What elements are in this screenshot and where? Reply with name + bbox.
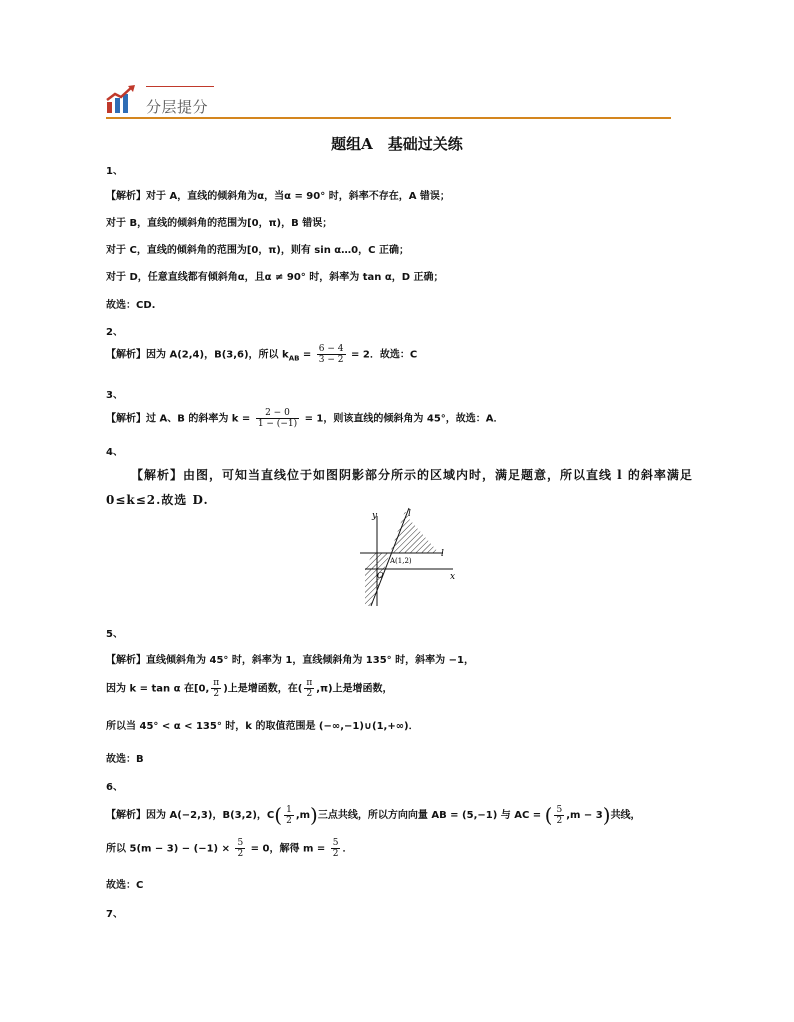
q6-fraction-1 <box>284 805 294 826</box>
q5-frac1-den: 2 <box>213 689 220 699</box>
header-top-line <box>146 86 214 87</box>
q6-l1-c: 三点共线，所以方向向量 AB = (5,−1) 与 AC = <box>317 810 545 821</box>
q6-l1-b: ,m <box>295 810 311 821</box>
header-brand-text: 分层提分 <box>146 98 209 116</box>
q6-fraction-2 <box>554 805 564 826</box>
q3-fraction <box>256 408 299 429</box>
q6-frac1-den: 2 <box>286 815 292 826</box>
q6-l2-a: 所以 5(m − 3) − (−1) × <box>106 843 234 855</box>
q5-l2-a: 因为 k = tan α 在[0, <box>106 683 210 695</box>
q4-line-2: 0≤k≤2.故选 D. <box>106 493 209 507</box>
q2-subscript: AB <box>288 354 300 363</box>
q6-l1-e: 共线， <box>610 810 641 821</box>
q5-frac1-num: π <box>213 678 220 688</box>
question-2-number: 2、 <box>106 327 123 338</box>
q5-line-3: 所以当 45° < α < 135° 时，k 的取值范围是 (−∞,−1)∪(1,+∞)． <box>106 721 419 732</box>
chart-logo-icon <box>106 84 136 114</box>
question-6-number: 6、 <box>106 782 123 793</box>
header-rule <box>106 117 671 119</box>
q4-label-l-top: l <box>408 509 411 519</box>
q5-frac2-num: π <box>306 678 313 688</box>
q6-line-1: 【解析】因为 A(−2,3)，B(3,2)，C( $\frac{1}{2}$ ,m)三点共线，所以方向向量 AB = (5,−1) 与 AC = ( $\frac{5}{2}$ ,m − 3)共线， <box>106 803 641 827</box>
q3-denominator: 1 − (−1) <box>257 419 298 429</box>
question-3-number: 3、 <box>106 390 123 401</box>
q5-fraction-1 <box>211 678 221 699</box>
q6-l2-b: = 0，解得 m = <box>247 843 329 855</box>
q5-fraction-2 <box>304 678 314 699</box>
q6-fraction-4 <box>331 838 341 859</box>
q6-frac3-den: 2 <box>237 849 244 859</box>
q2-line <box>106 344 417 365</box>
q1-line-4: 对于 D，任意直线都有倾斜角α，且α ≠ 90° 时，斜率为 tan α，D 正确； <box>106 272 444 283</box>
q6-frac2-den: 2 <box>556 815 563 826</box>
q4-label-point-a: A(1,2) <box>390 557 412 565</box>
q6-frac2-num: 5 <box>556 804 563 815</box>
question-5-number: 5、 <box>106 629 123 640</box>
q6-frac4-num: 5 <box>332 838 339 848</box>
question-4-number: 4、 <box>106 447 123 458</box>
q5-frac2-den: 2 <box>306 689 313 699</box>
question-7-number: 7、 <box>106 909 123 920</box>
q4-label-l-right: l <box>441 549 444 559</box>
q3-numerator: 2 − 0 <box>256 408 299 419</box>
q5-l2-b: )上是增函数，在( <box>223 683 303 695</box>
q6-frac3-num: 5 <box>237 838 244 848</box>
q6-frac4-den: 2 <box>332 849 339 859</box>
q6-l1-d: ,m − 3 <box>566 810 603 821</box>
q4-label-y: y <box>372 511 378 521</box>
q6-line-2 <box>106 838 352 859</box>
q6-l2-c: ． <box>342 843 353 855</box>
q2-eq: = <box>299 349 315 361</box>
q4-label-origin: O <box>377 571 384 580</box>
q6-frac1-num: 1 <box>286 804 292 815</box>
q6-line-3: 故选：C <box>106 880 144 891</box>
q5-l2-c: ,π)上是增函数， <box>316 683 393 695</box>
q3-line <box>106 408 504 429</box>
q4-label-x: x <box>450 572 456 582</box>
q4-line-1: 【解析】由图，可知当直线位于如图阴影部分所示的区域内时，满足题意，所以直线 l 的斜率满足 <box>131 468 693 482</box>
question-1-number: 1、 <box>106 166 123 177</box>
q5-line-4: 故选：B <box>106 754 144 765</box>
q1-line-5: 故选：CD. <box>106 300 156 311</box>
q4-shaded-region-upper <box>390 511 439 553</box>
q2-fraction <box>317 344 346 365</box>
q6-fraction-3 <box>235 838 245 859</box>
q3-text-post: = 1，则该直线的倾斜角为 45°，故选：A． <box>301 413 504 425</box>
q1-line-2: 对于 B，直线的倾斜角的范围为[0，π)，B 错误； <box>106 218 333 229</box>
q6-l1-a: 【解析】因为 A(−2,3)，B(3,2)，C <box>106 810 275 821</box>
q2-numerator: 6 − 4 <box>318 344 344 354</box>
q2-text-post: = 2．故选：C <box>347 349 418 361</box>
q3-text-pre: 【解析】过 A、B 的斜率为 k = <box>106 413 254 425</box>
q5-line-2 <box>106 678 393 699</box>
q4-figure <box>355 506 460 610</box>
q2-text-pre: 【解析】因为 A(2,4)，B(3,6)，所以 k <box>106 349 289 361</box>
q1-line-3: 对于 C，直线的倾斜角的范围为[0，π)，则有 sin α…0，C 正确； <box>106 245 409 256</box>
q5-line-1: 【解析】直线倾斜角为 45° 时，斜率为 1，直线倾斜角为 135° 时，斜率为 −1， <box>106 655 474 666</box>
page-title: 题组A 基础过关练 <box>331 135 463 153</box>
q2-denominator: 3 − 2 <box>318 355 344 365</box>
q1-line-1: 【解析】对于 A，直线的倾斜角为α，当α = 90° 时，斜率不存在，A 错误； <box>106 191 450 202</box>
